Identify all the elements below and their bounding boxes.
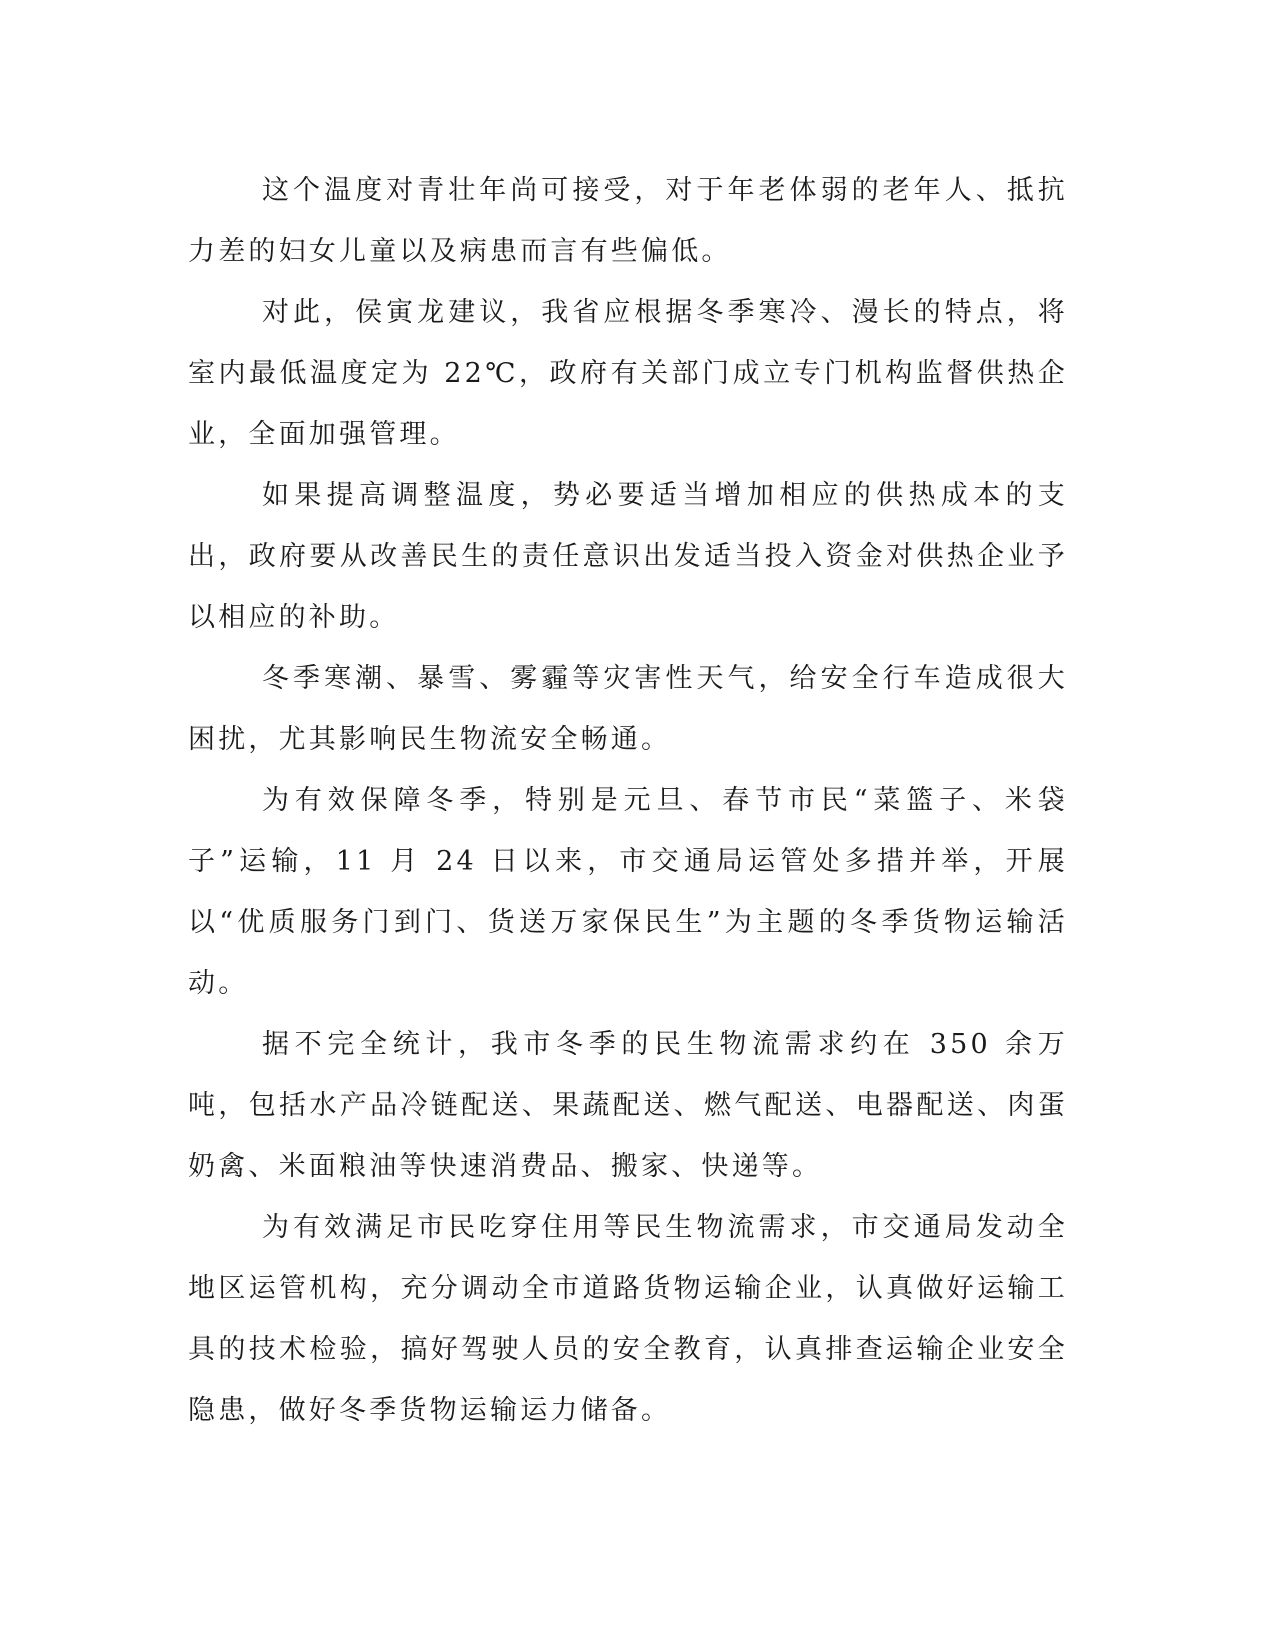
paragraph-4: 冬季寒潮、暴雪、雾霾等灾害性天气，给安全行车造成很大困扰，尤其影响民生物流安全畅通。	[188, 663, 1068, 755]
paragraph-1: 这个温度对青壮年尚可接受，对于年老体弱的老年人、抵抗力差的妇女儿童以及病患而言有些偏低。	[188, 175, 1068, 267]
paragraph-5: 为有效保障冬季，特别是元旦、春节市民“菜篮子、米袋子”运输，11 月 24 日以来，市交通局运管处多措并举，开展以“优质服务门到门、货送万家保民生”为主题的冬季货物运输活动。	[188, 785, 1068, 999]
paragraph-7: 为有效满足市民吃穿住用等民生物流需求，市交通局发动全地区运管机构，充分调动全市道路货物运输企业，认真做好运输工具的技术检验，搞好驾驶人员的安全教育，认真排查运输企业安全隐患，做好冬季货物运输运力储备。	[188, 1212, 1068, 1426]
paragraph-6: 据不完全统计，我市冬季的民生物流需求约在 350 余万吨，包括水产品冷链配送、果蔬配送、燃气配送、电器配送、肉蛋奶禽、米面粮油等快速消费品、搬家、快递等。	[188, 1029, 1068, 1182]
document-body	[188, 160, 1068, 1441]
paragraph-3: 如果提高调整温度，势必要适当增加相应的供热成本的支出，政府要从改善民生的责任意识出发适当投入资金对供热企业予以相应的补助。	[188, 480, 1068, 633]
paragraph-2: 对此，侯寅龙建议，我省应根据冬季寒冷、漫长的特点，将室内最低温度定为 22℃，政府有关部门成立专门机构监督供热企业，全面加强管理。	[188, 297, 1068, 450]
